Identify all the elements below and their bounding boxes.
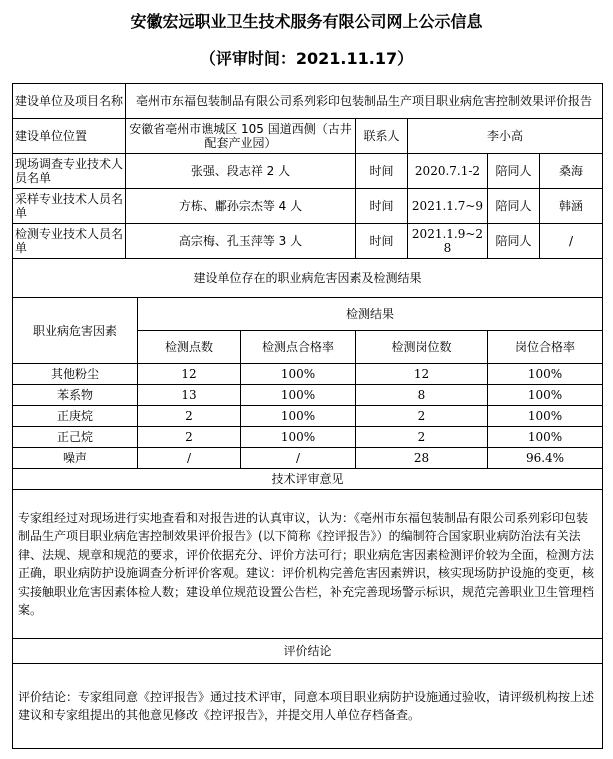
points-value: 2 xyxy=(138,427,241,448)
contact-label: 联系人 xyxy=(356,119,408,154)
staff-names: 张强、段志祥 2 人 xyxy=(126,154,356,189)
posts-value: 8 xyxy=(356,385,488,406)
accomp-label: 陪同人 xyxy=(488,224,540,259)
post-rate-value: 100% xyxy=(488,364,603,385)
conclusion-title-row xyxy=(13,639,603,664)
review-time: （评审时间：2021.11.17） xyxy=(199,49,414,68)
points-value: / xyxy=(138,448,241,469)
point-rate-value: / xyxy=(241,448,356,469)
staff-names: 高宗梅、孔玉萍等 3 人 xyxy=(126,224,356,259)
staff-names: 方栋、鄘孙宗杰等 4 人 xyxy=(126,189,356,224)
location-value: 安徽省亳州市谯城区 105 国道西侧（古井配套产业园） xyxy=(126,119,356,154)
table-row xyxy=(13,364,603,385)
accomp-value: 桑海 xyxy=(540,154,603,189)
factor-header: 职业病危害因素 xyxy=(13,298,138,364)
factor-name: 正庚烷 xyxy=(13,406,138,427)
time-value: 2020.7.1-2 xyxy=(408,154,488,189)
review-text: 专家组经过对现场进行实地查看和对报告进的认真审议，认为：《亳州市东福包装制品有限公司系列彩印包装制品生产项目职业病危害控制效果评价报告》(以下简称《控评报告》）的编制符合国家职业病防治法有关法律、法规、规章和规范的要求，评价依据充分、评价方法可行；职业病危害因素检测评价较为全面，检测方法正确，职业病防护设施调查分析评价客观。建议：评价机构完善危害因素辨识，核实现场防护设施的变更，核实接触职业危害因素体检人数；建设单位规范设置公告栏，补充完善现场警示标识，规范完善职业卫生管理档案。 xyxy=(13,490,603,639)
hazard-section-title: 建设单位存在的职业病危害因素及检测结果 xyxy=(13,259,603,298)
staff-label: 采样专业技术人员名单 xyxy=(13,189,126,224)
col-header-posts: 检测岗位数 xyxy=(356,331,488,364)
points-value: 2 xyxy=(138,406,241,427)
posts-value: 12 xyxy=(356,364,488,385)
posts-value: 2 xyxy=(356,406,488,427)
table-row xyxy=(13,406,603,427)
conclusion-text: 评价结论：专家组同意《控评报告》通过技术评审，同意本项目职业病防护设施通过验收，请评级机构按上述建议和专家组提出的其他意见修改《控评报告》，并提交用人单位存档备查。 xyxy=(13,664,603,749)
posts-value: 28 xyxy=(356,448,488,469)
factor-name: 噪声 xyxy=(13,448,138,469)
points-value: 12 xyxy=(138,364,241,385)
staff-row xyxy=(13,189,603,224)
unit-name: 亳州市东福包装制品有限公司系列彩印包装制品生产项目职业病危害控制效果评价报告 xyxy=(126,84,603,119)
factor-name: 苯系物 xyxy=(13,385,138,406)
point-rate-value: 100% xyxy=(241,427,356,448)
point-rate-value: 100% xyxy=(241,364,356,385)
time-label: 时间 xyxy=(356,224,408,259)
review-title: 技术评审意见 xyxy=(13,469,603,490)
table-row xyxy=(13,427,603,448)
col-header-post-rate: 岗位合格率 xyxy=(488,331,603,364)
unit-label: 建设单位及项目名称 xyxy=(13,84,126,119)
point-rate-value: 100% xyxy=(241,385,356,406)
table-row xyxy=(13,448,603,469)
post-rate-value: 100% xyxy=(488,427,603,448)
conclusion-text-row xyxy=(13,664,603,749)
disclosure-table xyxy=(12,83,603,749)
accomp-label: 陪同人 xyxy=(488,189,540,224)
table-row xyxy=(13,385,603,406)
staff-row xyxy=(13,224,603,259)
factor-name: 其他粉尘 xyxy=(13,364,138,385)
col-header-point-rate: 检测点合格率 xyxy=(241,331,356,364)
accomp-value: 韩涵 xyxy=(540,189,603,224)
posts-value: 2 xyxy=(356,427,488,448)
time-value: 2021.1.7~9 xyxy=(408,189,488,224)
post-rate-value: 96.4% xyxy=(488,448,603,469)
points-value: 13 xyxy=(138,385,241,406)
time-label: 时间 xyxy=(356,189,408,224)
contact-value: 李小高 xyxy=(408,119,603,154)
factor-name: 正己烷 xyxy=(13,427,138,448)
location-row xyxy=(13,119,603,154)
staff-row xyxy=(13,154,603,189)
location-label: 建设单位位置 xyxy=(13,119,126,154)
hazard-section-row xyxy=(13,259,603,298)
review-text-row xyxy=(13,490,603,639)
review-title-row xyxy=(13,469,603,490)
hazard-header-row xyxy=(13,298,603,331)
staff-label: 现场调查专业技术人员名单 xyxy=(13,154,126,189)
accomp-label: 陪同人 xyxy=(488,154,540,189)
col-header-points: 检测点数 xyxy=(138,331,241,364)
time-value: 2021.1.9~28 xyxy=(408,224,488,259)
page-title: 安徽宏远职业卫生技术服务有限公司网上公示信息 xyxy=(130,12,483,31)
post-rate-value: 100% xyxy=(488,385,603,406)
conclusion-title: 评价结论 xyxy=(13,639,603,664)
time-label: 时间 xyxy=(356,154,408,189)
project-name-row xyxy=(13,84,603,119)
accomp-value: / xyxy=(540,224,603,259)
staff-label: 检测专业技术人员名单 xyxy=(13,224,126,259)
post-rate-value: 100% xyxy=(488,406,603,427)
results-header: 检测结果 xyxy=(138,298,603,331)
point-rate-value: 100% xyxy=(241,406,356,427)
